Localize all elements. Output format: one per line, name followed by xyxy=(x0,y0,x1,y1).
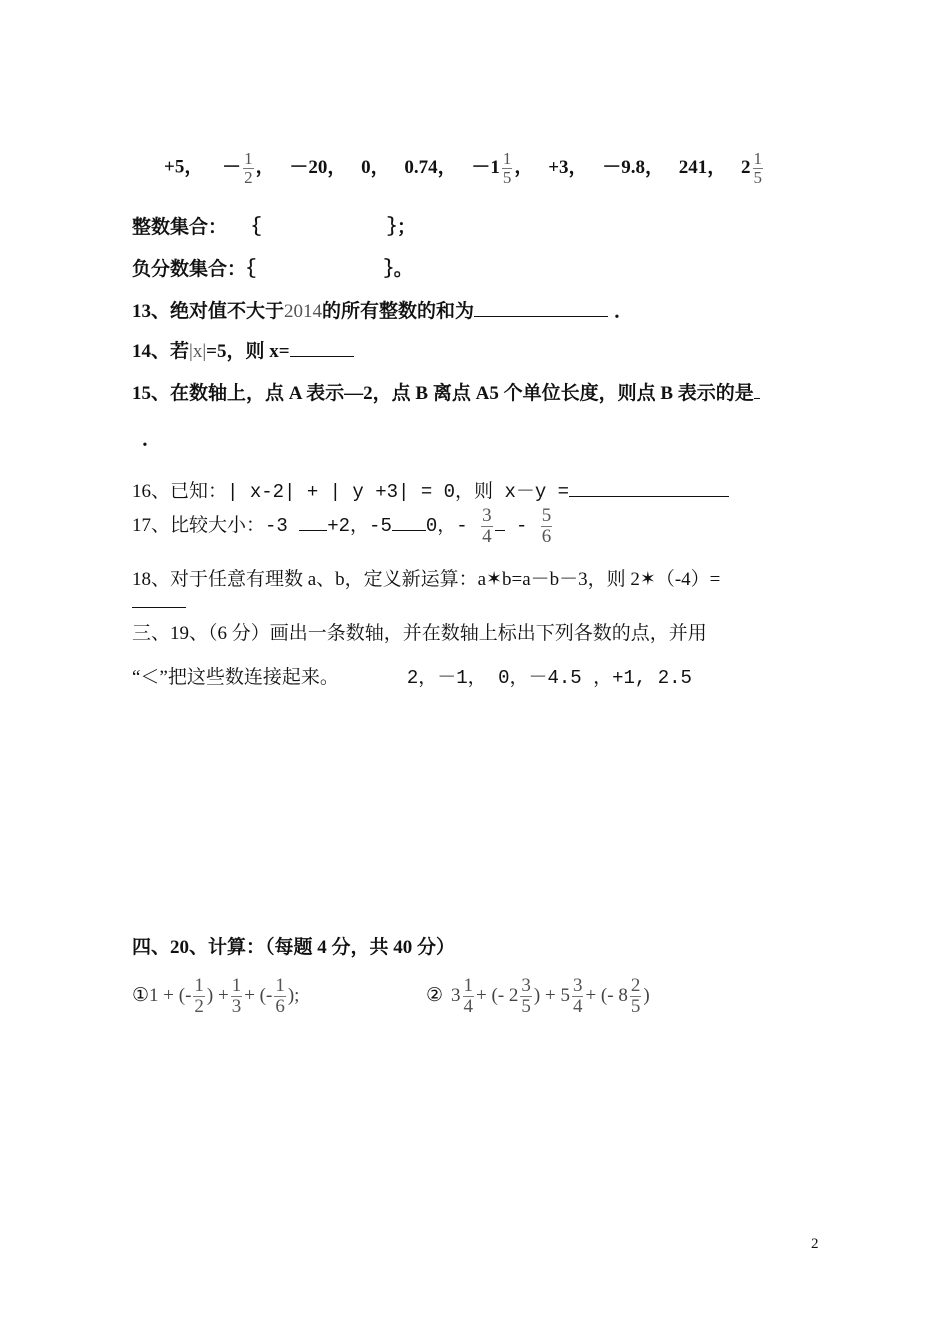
fraction: $\frac{5}{6}$ xyxy=(541,505,552,547)
question-19-line2: “＜”把这些数连接起来。 2，－1， 0，－4.5 ，+1, 2.5 xyxy=(132,667,692,689)
page-number: 2 xyxy=(811,1236,819,1252)
number-item: －1 xyxy=(471,156,500,178)
fraction: $\frac{1}{5}$ xyxy=(753,149,763,187)
number-item: － xyxy=(222,156,242,178)
question-17: 17、比较大小：-3 +2，-5 0，- $\frac{3}{4}$ - $\frac{5}{6}$ xyxy=(132,505,552,547)
answer-blank[interactable] xyxy=(299,529,327,531)
fraction: $\frac{3}{4}$ xyxy=(572,975,583,1017)
circled-2: ② xyxy=(426,984,444,1006)
abs-x: |x| xyxy=(189,341,207,362)
fraction: $\frac{1}{5}$ xyxy=(502,149,512,187)
integer-set-label: 整数集合： xyxy=(132,217,228,238)
number-values: 2，－1， 0，－4.5 ，+1, 2.5 xyxy=(406,667,692,689)
question-14: 14、若|x|=5，则 x= xyxy=(132,336,354,363)
fraction: $\frac{1}{2}$ xyxy=(194,975,204,1017)
answer-blank[interactable] xyxy=(132,606,186,608)
fraction: $\frac{1}{3}$ xyxy=(231,975,242,1017)
number-item: ， xyxy=(255,156,275,178)
problem-1: ①1 + (- $\frac{1}{2}$ ) + $\frac{1}{3}$ + (- $\frac{1}{6}$ ); xyxy=(132,975,300,1017)
question-18: 18、对于任意有理数 a、b，定义新运算：a✶b=a－b－3，则 2✶（-4）= xyxy=(132,569,721,590)
answer-blank[interactable] xyxy=(754,397,760,399)
equation: | x-2| + | y +3| = 0，则 x－y = xyxy=(227,481,570,503)
number-item: 0.74， xyxy=(404,156,457,178)
question-15: 15、在数轴上，点 A 表示—2，点 B 离点 A5 个单位长度，则点 B 表示的是 xyxy=(132,378,760,405)
number-item: －20， xyxy=(289,156,347,178)
integer-set-line xyxy=(132,212,416,239)
answer-blank[interactable] xyxy=(474,315,608,317)
number-item: ， xyxy=(514,156,534,178)
answer-blank[interactable] xyxy=(392,529,426,531)
fraction: $\frac{1}{6}$ xyxy=(275,975,285,1017)
fraction: $\frac{1}{4}$ xyxy=(463,975,474,1017)
number-2014: 2014 xyxy=(284,301,323,322)
fraction: $\frac{1}{2}$ xyxy=(244,149,253,187)
number-item: 241， xyxy=(678,156,727,178)
neg-fraction-set-label: 负分数集合：｛ xyxy=(132,259,256,280)
number-item: +5， xyxy=(164,156,204,178)
number-list xyxy=(164,150,765,187)
neg-fraction-set-line xyxy=(132,254,413,281)
answer-blank[interactable] xyxy=(495,529,505,531)
number-item: +3， xyxy=(548,156,588,178)
fraction: $\frac{3}{5}$ xyxy=(521,975,531,1017)
question-18-answer xyxy=(132,592,186,614)
answer-blank[interactable] xyxy=(569,495,729,497)
fraction: $\frac{3}{4}$ xyxy=(482,505,492,547)
integer-set-open: ｛ xyxy=(241,217,261,238)
circled-1: ① xyxy=(132,984,150,1006)
neg-fraction-set-close[interactable]: ｝。 xyxy=(384,259,413,280)
problem-2: ② 3 $\frac{1}{4}$ + (- 2 $\frac{3}{5}$ ) + 5 $\frac{3}{4}$ + (- 8 $\frac{2}{5}$ ) xyxy=(426,975,650,1017)
number-item: 2 xyxy=(741,156,751,178)
integer-set-close[interactable]: ｝； xyxy=(387,217,417,238)
number-item: －9.8， xyxy=(602,156,665,178)
question-20-title: 四、20、计算：（每题 4 分，共 40 分） xyxy=(132,937,456,958)
question-13: 13、绝对值不大于2014的所有整数的和为 ． xyxy=(132,301,634,322)
number-item: 0， xyxy=(361,156,390,178)
answer-blank[interactable] xyxy=(290,355,354,357)
fraction: $\frac{2}{5}$ xyxy=(630,975,641,1017)
question-16: 16、已知：| x-2| + | y +3| = 0，则 x－y = xyxy=(132,476,729,503)
question-19: 三、19、（6 分）画出一条数轴，并在数轴上标出下列各数的点，并用 xyxy=(132,623,707,644)
question-15-end: ． xyxy=(142,429,162,450)
